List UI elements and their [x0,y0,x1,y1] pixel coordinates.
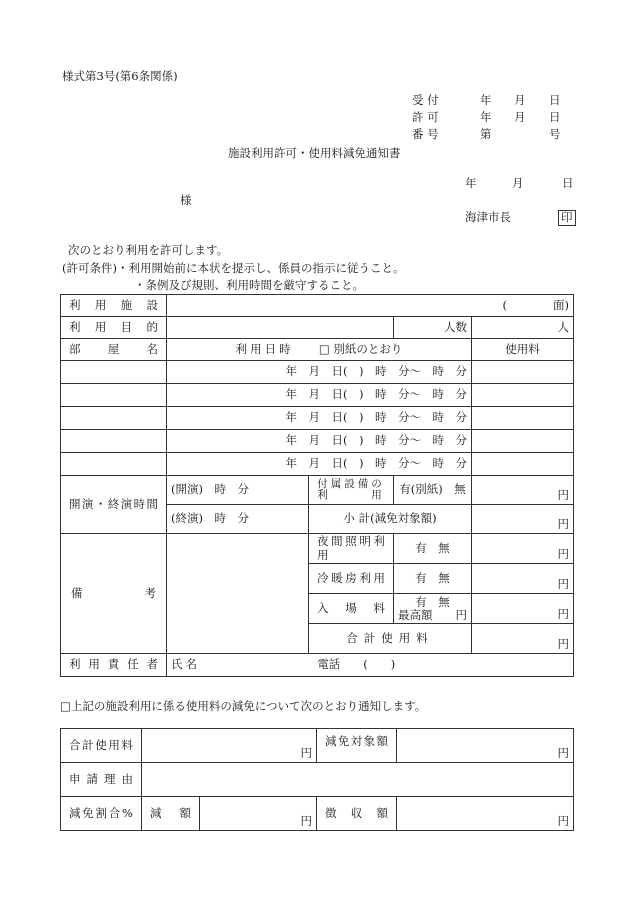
stamp-row-day: 日 [549,93,561,107]
total-fee-field[interactable] [472,624,574,654]
fee-field[interactable] [472,361,574,384]
purpose-label: 利用目的 [61,317,167,339]
name-label: 氏名 [171,657,200,672]
aircon-value[interactable]: 有 無 [394,564,472,594]
subtotal-label: 小 計(減免対象額) [309,505,472,534]
datetime-label: 利用日時 [235,341,294,356]
yen-unit: 円 [557,516,570,531]
yen-unit: 円 [557,813,569,828]
total-fee-label: 合計使用料 [61,729,142,763]
admission-label: 入場料 [309,594,394,624]
showtime-label: 開演・終演時間 [61,476,167,534]
equipment-label-line: 付属設備の [317,477,385,490]
yen-unit: 円 [557,636,570,651]
attachment-checkbox[interactable]: □ 別紙のとおり [318,341,403,356]
yen-unit: 円 [300,813,312,828]
date-year: 年 [465,176,477,190]
date-month: 月 [512,176,524,190]
yen-unit: 円 [557,487,570,502]
schedule-row[interactable]: 年 月 日( ) 時 分〜 時 分 [167,384,472,407]
responsible-field[interactable] [167,654,574,677]
headcount-field[interactable] [472,317,574,339]
remarks-field[interactable] [167,534,309,654]
stamp-row-year: 年 [480,110,492,124]
aircon-label: 冷暖房利用 [309,564,394,594]
yen-unit: 円 [557,546,570,561]
responsible-label: 利用責任者 [61,654,167,677]
stamp-row-year: 年 [480,93,492,107]
remarks-label-char: 考 [144,585,156,600]
aircon-fee[interactable] [472,564,574,594]
equipment-label [309,476,394,505]
total-fee-field[interactable] [142,729,317,763]
equipment-fee-field[interactable] [472,476,574,505]
reduction-rate-label: 減免割合% [61,797,142,831]
reason-label: 申請理由 [61,763,142,797]
remarks-label-char: 備 [71,585,83,600]
issuer: 海津市長 [465,210,511,224]
purpose-field[interactable] [167,317,394,339]
stamp-row-year: 第 [480,127,492,141]
facility-label: 利用施設 [61,295,167,317]
intro-line: 次のとおり利用を許可します。 [68,243,229,257]
permit-condition: (許可条件)・利用開始前に本状を提示し、係員の指示に従うこと。 [62,261,405,275]
reduction-target-field[interactable] [397,729,574,763]
room-label: 部屋名 [61,339,167,361]
reduced-amount-label: 減額 [142,797,200,831]
schedule-row[interactable]: 年 月 日( ) 時 分〜 時 分 [167,453,472,476]
remarks-label [61,534,167,654]
room-field[interactable] [61,361,167,384]
stamp-row-label: 許 可 [412,110,439,124]
yen-unit: 円 [557,576,570,591]
addressee-suffix: 様 [180,193,192,207]
fee-field[interactable] [472,430,574,453]
fee-field[interactable] [472,453,574,476]
stamp-row-month: 月 [514,93,526,107]
room-field[interactable] [61,453,167,476]
yen-unit: 円 [557,606,570,621]
reason-field[interactable] [142,763,574,797]
schedule-row[interactable]: 年 月 日( ) 時 分〜 時 分 [167,361,472,384]
equipment-label-line: 利 用 [317,489,385,501]
phone-label: 電話 ( ) [317,657,396,672]
fee-label: 使用料 [472,339,574,361]
schedule-row[interactable]: 年 月 日( ) 時 分〜 時 分 [167,407,472,430]
stamp-row-month: 月 [514,110,526,124]
fee-field[interactable] [472,384,574,407]
collection-field[interactable] [397,797,574,831]
night-lighting-label: 夜間照明利用 [309,534,394,564]
headcount-unit: 人 [557,319,570,334]
stamp-row-label: 受 付 [412,93,439,107]
yen-unit: 円 [557,745,569,760]
night-lighting-value[interactable]: 有 無 [394,534,472,564]
facility-field[interactable] [167,295,574,317]
room-field[interactable] [61,407,167,430]
permit-table [60,294,574,677]
equipment-value[interactable]: 有(別紙) 無 [394,476,472,505]
stamp-row-label: 番 号 [412,127,439,141]
close-time-field[interactable]: (終演) 時 分 [167,505,309,534]
yen-unit: 円 [300,745,312,760]
admission-choice: 有 無 [415,595,450,610]
open-time-field[interactable]: (開演) 時 分 [167,476,309,505]
reduction-table [60,728,574,831]
stamp-row-day: 号 [549,127,561,141]
room-field[interactable] [61,384,167,407]
room-field[interactable] [61,430,167,453]
date-day: 日 [562,176,574,190]
admission-value[interactable] [394,594,472,624]
collection-label: 徴収額 [317,797,397,831]
reduced-amount-field[interactable] [200,797,317,831]
reduction-notice: □上記の施設利用に係る使用料の減免について次のとおり通知します。 [60,699,427,713]
admission-fee[interactable] [472,594,574,624]
headcount-label: 人数 [394,317,472,339]
total-fee-label: 合計使用料 [309,624,472,654]
seal-mark: 印 [558,210,576,226]
form-number: 様式第3号(第6条関係) [62,69,178,83]
night-lighting-fee[interactable] [472,534,574,564]
subtotal-field[interactable] [472,505,574,534]
admission-max: 最高額 円 [398,607,467,622]
reduction-target-label: 減免対象額 [317,729,397,763]
document-title: 施設利用許可・使用料減免通知書 [228,146,401,160]
facility-unit: ( 面) [502,297,570,312]
permit-condition: ・条例及び規則、利用時間を厳守すること。 [134,278,364,292]
datetime-header [167,339,472,361]
stamp-row-day: 日 [549,110,561,124]
fee-field[interactable] [472,407,574,430]
schedule-row[interactable]: 年 月 日( ) 時 分〜 時 分 [167,430,472,453]
